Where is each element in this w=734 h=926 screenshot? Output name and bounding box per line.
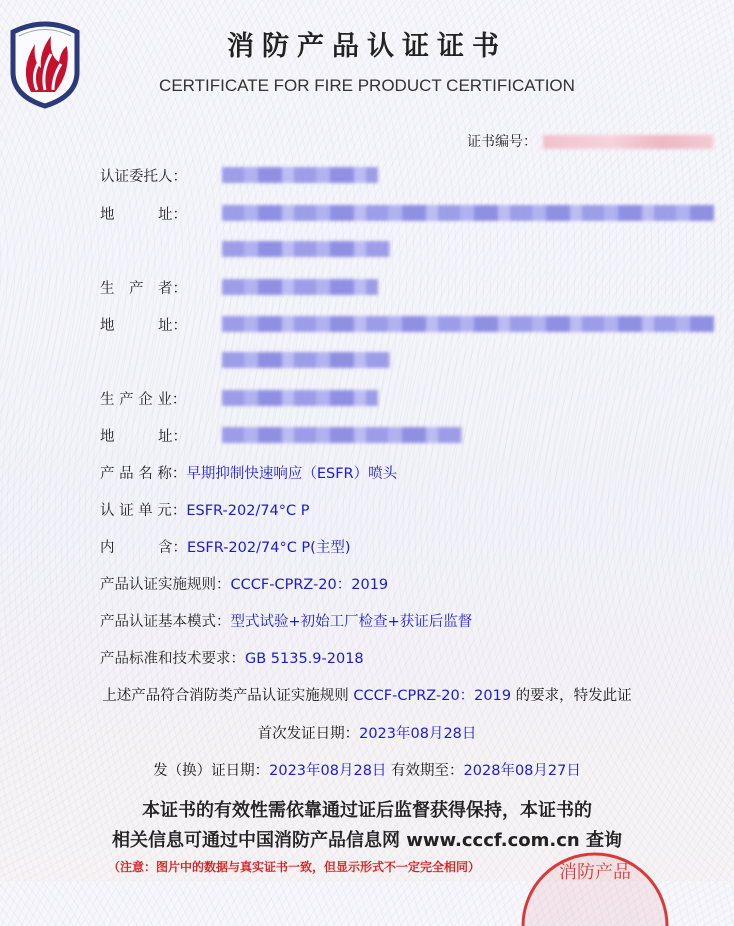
certificate-subtitle: CERTIFICATE FOR FIRE PRODUCT CERTIFICATION [159,76,575,95]
impl-rule-value: CCCF-CPRZ-20：2019 [230,577,389,593]
seal-text: 消防产品 [559,862,631,883]
official-seal-icon [520,846,670,926]
standard-row [100,647,364,668]
certificate-number-label: 证书编号： [467,134,537,150]
redacted-client [222,167,378,183]
redacted-client-address [222,205,714,221]
cert-unit-row [100,499,310,520]
basic-mode-row [100,610,472,631]
redacted-manufacturer [222,279,378,295]
product-name-label: 产 品 名 称： [100,466,187,482]
statement-rule: CCCF-CPRZ-20：2019 [353,688,512,704]
factory-label: 生 产 企 业： [100,392,187,408]
valid-label: 有效期至： [386,763,464,779]
redacted-factory [222,390,378,406]
product-name-row [100,462,397,483]
client-address-row [100,203,187,224]
manufacturer-label: 生 产 者： [100,281,187,297]
factory-row [100,388,186,409]
impl-rule-row [100,573,388,594]
manufacturer-address-label: 地 址： [100,318,187,334]
factory-address-label: 地 址： [100,429,187,445]
validity-notice-line1: 本证书的有效性需依靠通过证后监督获得保持，本证书的 [142,800,592,821]
client-label: 认证委托人： [100,169,187,185]
standard-value: GB 5135.9-2018 [245,651,364,667]
product-name-value: 早期抑制快速响应（ESFR）喷头 [186,466,398,482]
manufacturer-address-row [100,314,187,335]
certificate-title: 消防产品认证证书 [227,31,507,62]
disclaimer-note: （注意：图片中的数据与真实证书一致，但显示形式不一定完全相同） [108,860,481,874]
redacted-factory-address [222,427,462,443]
first-issue-label: 首次发证日期： [257,726,360,742]
validity-notice-line2: 相关信息可通过中国消防产品信息网 www.cccf.com.cn 查询 [112,830,622,851]
redacted-manufacturer-address-2 [222,352,390,368]
compliance-statement [0,684,734,705]
redacted-client-address-2 [222,241,390,257]
issue-label: 发（换）证日期： [153,763,270,779]
content-value: ESFR-202/74°C P(主型) [187,540,351,556]
standard-label: 产品标准和技术要求： [100,651,245,667]
impl-rule-label: 产品认证实施规则： [100,577,231,593]
valid-value: 2028年08月27日 [463,763,581,779]
statement-prefix: 上述产品符合消防类产品认证实施规则 [102,688,354,704]
statement-suffix: 的要求，特发此证 [511,688,632,704]
client-row [100,165,187,186]
cert-unit-label: 认 证 单 元： [100,503,187,519]
basic-mode-label: 产品认证基本模式： [100,614,231,630]
basic-mode-value: 型式试验+初始工厂检查+获证后监督 [230,614,473,630]
content-row [100,536,350,557]
content-label: 内 含： [100,540,187,556]
cert-unit-value: ESFR-202/74°C P [186,503,310,519]
factory-address-row [100,425,187,446]
redacted-number [543,135,713,149]
redacted-manufacturer-address [222,316,714,332]
first-issue-date [0,722,734,743]
certificate-number [467,131,713,151]
client-address-label: 地 址： [100,207,187,223]
issue-value: 2023年08月28日 [269,763,387,779]
issue-and-validity [0,759,734,780]
manufacturer-row [100,277,187,298]
first-issue-value: 2023年08月28日 [359,726,477,742]
